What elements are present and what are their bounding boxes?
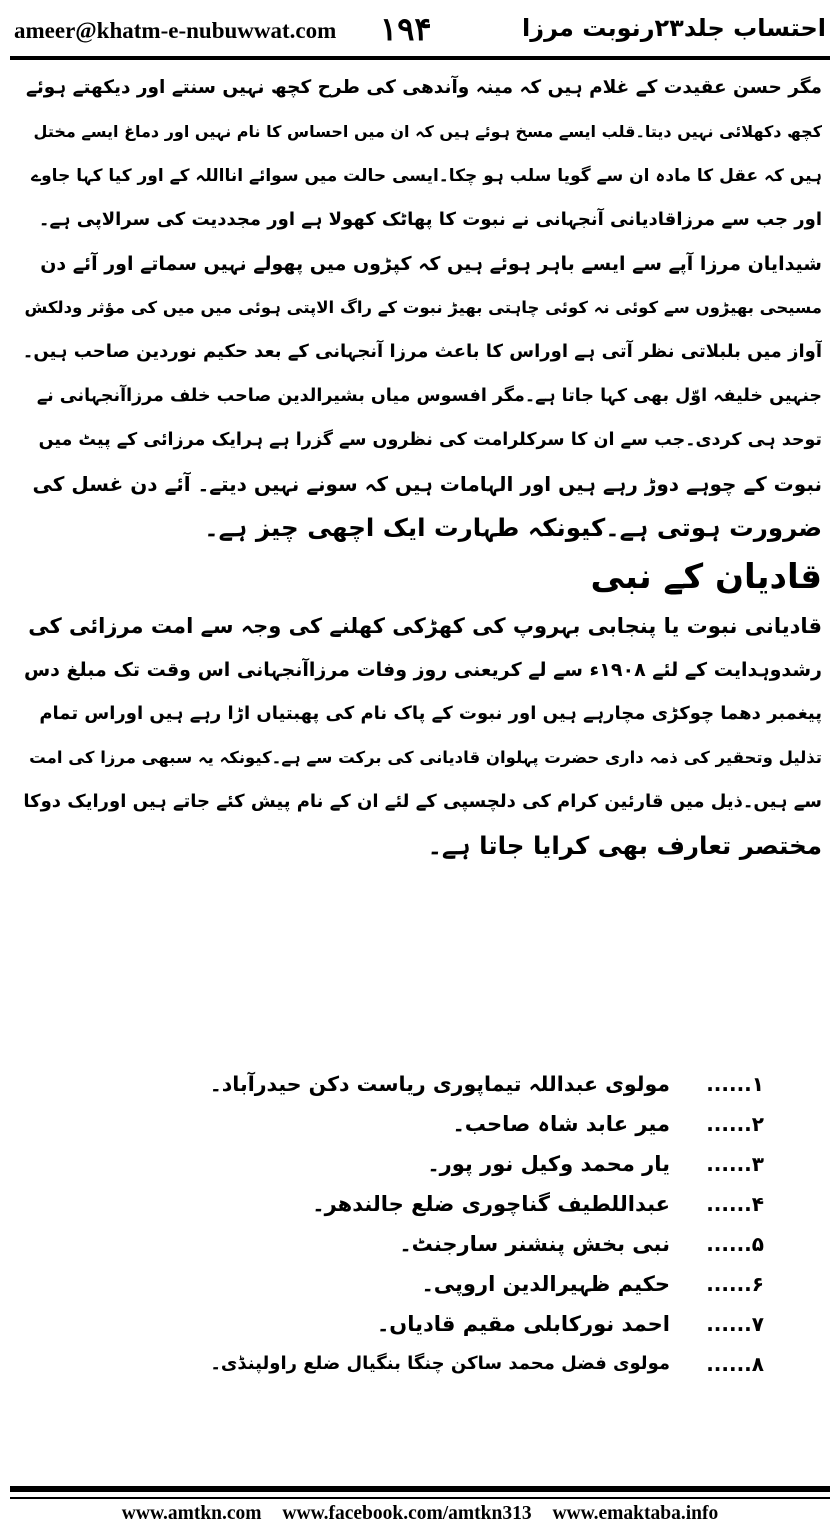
list-item [204,1344,764,1384]
paragraph-line: شیدایان مرزا آپے سے ایسے باہر ہوئے ہیں کہ کپڑوں میں پھولے نہیں سماتے اور آئے دن [40,253,822,275]
paragraph-line: کچھ دکھلائی نہیں دیتا۔قلب ایسے مسخ ہوئے ہیں کہ ان میں احساس کا نام نہیں اور دماغ ایسے مختل [33,122,822,141]
list-item [204,1104,764,1144]
section-paragraph-line: سے ہیں۔ذیل میں قارئین کرام کی دلچسپی کے لئے ان کے نام پیش کئے جاتے ہیں اورایک دوکا [23,791,822,812]
list-item-text: مولوی عبداللہ تیماپوری ریاست دکن حیدرآباد۔ [209,1072,670,1096]
paragraph-line: توحد ہی کردی۔جب سے ان کا سرکلرامت کی نظروں سے گزرا ہے ہرایک مرزائی کے پیٹ میں [38,430,822,450]
paragraph-line: اور جب سے مرزاقادیانی آنجہانی نے نبوت کا پھاٹک کھولا ہے اور مجددیت کی سرالاپی ہے۔ [38,209,822,230]
section-paragraph-line: رشدوہدایت کے لئے ۱۹۰۸ء سے لے کریعنی روز وفات مرزاآنجہانی اس وقت تک مبلغ دس [23,659,822,681]
header-email: ameer@khatm-e-nubuwwat.com [14,18,337,43]
page-footer [0,1503,840,1525]
list-item-number: ۴...... [706,1192,764,1216]
list-item [204,1264,764,1304]
list-item-text: مولوی فضل محمد ساکن چنگا بنگیال ضلع راولپنڈی۔ [210,1353,670,1374]
paragraph-line: نبوت کے چوہے دوڑ رہے ہیں اور الہامات ہیں کہ سونے نہیں دیتے۔ آئے دن غسل کی [32,472,822,496]
section-paragraph-line: مختصر تعارف بھی کرایا جاتا ہے۔ [427,831,822,860]
list-item [204,1224,764,1264]
list-item-number: ۷...... [706,1312,764,1336]
list-item-text: یار محمد وکیل نور پور۔ [427,1152,670,1176]
list-item-number: ۲...... [706,1112,764,1136]
footer-rule-thick [10,1486,830,1492]
paragraph-line: جنہیں خلیفہ اوّل بھی کہا جاتا ہے۔مگر افسوس میاں بشیرالدین صاحب خلف مرزاآنجہانی نے [36,386,822,406]
section-paragraph-line: پیغمبر دھما چوکڑی مچارہے ہیں اور نبوت کے پاک نام کی پھبتیاں اڑا رہے ہیں اوراس تمام [39,703,822,724]
paragraph-line: آواز میں بلبلاتی نظر آتی ہے اوراس کا باعث مرزا آنجہانی کے بعد حکیم نوردین صاحب ہیں۔ [22,341,822,362]
list-item-number: ۳...... [706,1152,764,1176]
page-header [0,0,840,58]
list-item-text: نبی بخش پنشنر سارجنٹ۔ [399,1232,670,1256]
list-item [204,1064,764,1104]
list-item [204,1304,764,1344]
list-item-number: ۵...... [706,1232,764,1256]
page-body [22,66,822,868]
list-item-text: میر عابد شاہ صاحب۔ [452,1112,670,1136]
header-rule [10,56,830,60]
list-item-text: عبداللطیف گناچوری ضلع جالندھر۔ [312,1192,670,1216]
paragraph-line: مگر حسن عقیدت کے غلام ہیں کہ مینہ وآندھی کی طرح کچھ نہیں سنتے اور دیکھتے ہوئے [25,77,822,98]
section-heading: قادیان کے نبی [590,557,822,597]
list-item [204,1184,764,1224]
footer-link-amtkn[interactable]: www.amtkn.com [121,1503,262,1524]
list-item-number: ۶...... [706,1272,764,1296]
paragraph-line: ہیں کہ عقل کا مادہ ان سے گویا سلب ہو چکا۔ایسی حالت میں سوائے انااللہ کے اور کیا کہا جاوے [31,166,822,186]
footer-rule-thin [10,1497,830,1499]
list-item-text: حکیم ظہیرالدین اروپی۔ [421,1272,670,1296]
running-title: احتساب جلد۲۳رنوبت مرزا [522,14,826,42]
section-paragraph-line: تذلیل وتحقیر کی ذمہ داری حضرت پہلوان قادیانی کی برکت سے ہے۔کیونکہ یہ سبھی مرزا کی امت [29,748,822,767]
paragraph-line: ضرورت ہوتی ہے۔کیونکہ طہارت ایک اچھی چیز ہے۔ [204,513,822,542]
list-item-number: ۸...... [706,1352,764,1376]
page-number: ۱۹۴ [380,10,432,48]
list-item-number: ۱...... [706,1072,764,1096]
list-item [204,1144,764,1184]
footer-link-emaktaba[interactable]: www.emaktaba.info [552,1503,719,1524]
section-paragraph-line: قادیانی نبوت یا پنجابی بہروپ کی کھڑکی کھلنے کی وجہ سے امت مرزائی کی [28,614,822,638]
footer-link-facebook[interactable]: www.facebook.com/amtkn313 [282,1503,532,1524]
paragraph-line: مسیحی بھیڑوں سے کوئی نہ کوئی چاہتی بھیڑ نبوت کے راگ الاپتی ہوئی میں میں کی مؤثر ودلکش [24,298,822,317]
list-item-text: احمد نورکابلی مقیم قادیاں۔ [377,1312,670,1336]
numbered-list [204,1064,764,1384]
